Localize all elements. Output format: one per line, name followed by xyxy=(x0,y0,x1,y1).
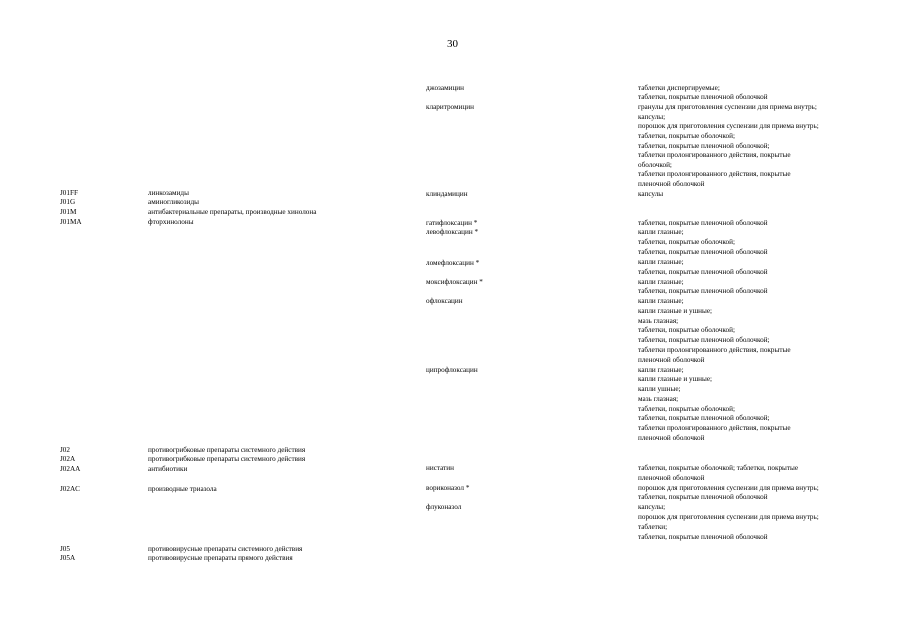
atc-group-name: аминогликозиды xyxy=(148,198,199,206)
dosage-form: таблетки, покрытые пленочной оболочкой; xyxy=(638,336,770,344)
atc-group-name: антибиотики xyxy=(148,465,188,473)
dosage-form: таблетки, покрытые оболочкой; таблетки, покрытые xyxy=(638,464,799,472)
dosage-form: таблетки; xyxy=(638,523,668,531)
dosage-form: таблетки пролонгированного действия, покрытые xyxy=(638,424,791,432)
atc-group-name: противогрибковые препараты системного действия xyxy=(148,455,306,463)
atc-group-name: производные триазола xyxy=(148,485,217,493)
dosage-form: капсулы xyxy=(638,190,664,198)
dosage-form: капсулы; xyxy=(638,113,666,121)
drug-name: моксифлоксацин * xyxy=(426,278,483,286)
dosage-form: капли глазные; xyxy=(638,228,684,236)
dosage-form: капсулы; xyxy=(638,503,666,511)
drug-name: джозамицин xyxy=(426,84,465,92)
atc-group-name: фторхинолоны xyxy=(148,218,194,226)
dosage-form: таблетки пролонгированного действия, покрытые xyxy=(638,346,791,354)
dosage-form: капли глазные; xyxy=(638,258,684,266)
drug-name: левофлоксацин * xyxy=(426,228,479,236)
atc-code: J01MA xyxy=(60,218,82,226)
drug-name: вориконазол * xyxy=(426,484,470,492)
atc-code: J02A xyxy=(60,455,76,463)
atc-code: J02AC xyxy=(60,485,80,493)
dosage-form: порошок для приготовления суспензии для приема внутрь; xyxy=(638,122,819,130)
dosage-form: пленочной оболочкой xyxy=(638,356,705,364)
atc-group-name: линкозамиды xyxy=(148,189,189,197)
dosage-form: капли глазные; xyxy=(638,278,684,286)
dosage-form: пленочной оболочкой xyxy=(638,474,705,482)
atc-group-name: противовирусные препараты прямого действия xyxy=(148,554,293,562)
dosage-form: таблетки, покрытые пленочной оболочкой; xyxy=(638,142,770,150)
atc-code: J01G xyxy=(60,198,76,206)
dosage-form: таблетки пролонгированного действия, покрытые xyxy=(638,151,791,159)
dosage-form: капли глазные и ушные; xyxy=(638,375,713,383)
dosage-form: таблетки, покрытые пленочной оболочкой xyxy=(638,93,768,101)
dosage-form: оболочкой; xyxy=(638,161,672,169)
page-number: 30 xyxy=(447,38,458,50)
dosage-form: порошок для приготовления суспензии для приема внутрь; xyxy=(638,513,819,521)
atc-code: J01FF xyxy=(60,189,78,197)
drug-name: клиндамицин xyxy=(426,190,468,198)
dosage-form: таблетки, покрытые пленочной оболочкой xyxy=(638,268,768,276)
atc-group-name: антибактериальные препараты, производные хинолона xyxy=(148,208,317,216)
atc-code: J02AA xyxy=(60,465,81,473)
dosage-form: таблетки, покрытые пленочной оболочкой; xyxy=(638,414,770,422)
atc-group-name: противовирусные препараты системного действия xyxy=(148,545,303,553)
dosage-form: таблетки, покрытые оболочкой; xyxy=(638,405,735,413)
drug-name: флуконазол xyxy=(426,503,462,511)
dosage-form: таблетки пролонгированного действия, покрытые xyxy=(638,170,791,178)
dosage-form: капли ушные; xyxy=(638,385,681,393)
dosage-form: таблетки, покрытые оболочкой; xyxy=(638,326,735,334)
drug-name: кларитромицин xyxy=(426,103,474,111)
atc-group-name: противогрибковые препараты системного действия xyxy=(148,446,306,454)
dosage-form: гранулы для приготовления суспензии для приема внутрь; xyxy=(638,103,817,111)
dosage-form: капли глазные; xyxy=(638,366,684,374)
drug-name: нистатин xyxy=(426,464,454,472)
dosage-form: таблетки, покрытые пленочной оболочкой xyxy=(638,219,768,227)
dosage-form: таблетки, покрытые пленочной оболочкой xyxy=(638,248,768,256)
drug-name: ломефлоксацин * xyxy=(426,259,480,267)
drug-name: гатифлоксацин * xyxy=(426,219,478,227)
dosage-form: таблетки диспергируемые; xyxy=(638,84,720,92)
dosage-form: пленочной оболочкой xyxy=(638,180,705,188)
dosage-form: таблетки, покрытые оболочкой; xyxy=(638,238,735,246)
atc-code: J02 xyxy=(60,446,70,454)
drug-name: ципрофлоксацин xyxy=(426,366,478,374)
dosage-form: капли глазные; xyxy=(638,297,684,305)
dosage-form: пленочной оболочкой xyxy=(638,434,705,442)
dosage-form: таблетки, покрытые оболочкой; xyxy=(638,132,735,140)
dosage-form: порошок для приготовления суспензии для приема внутрь; xyxy=(638,484,819,492)
atc-code: J05 xyxy=(60,545,70,553)
dosage-form: мазь глазная; xyxy=(638,317,679,325)
dosage-form: таблетки, покрытые пленочной оболочкой xyxy=(638,533,768,541)
dosage-form: мазь глазная; xyxy=(638,395,679,403)
atc-code: J05A xyxy=(60,554,76,562)
atc-code: J01M xyxy=(60,208,77,216)
dosage-form: таблетки, покрытые пленочной оболочкой xyxy=(638,493,768,501)
dosage-form: капли глазные и ушные; xyxy=(638,307,713,315)
drug-name: офлоксацин xyxy=(426,297,463,305)
dosage-form: таблетки, покрытые пленочной оболочкой xyxy=(638,287,768,295)
